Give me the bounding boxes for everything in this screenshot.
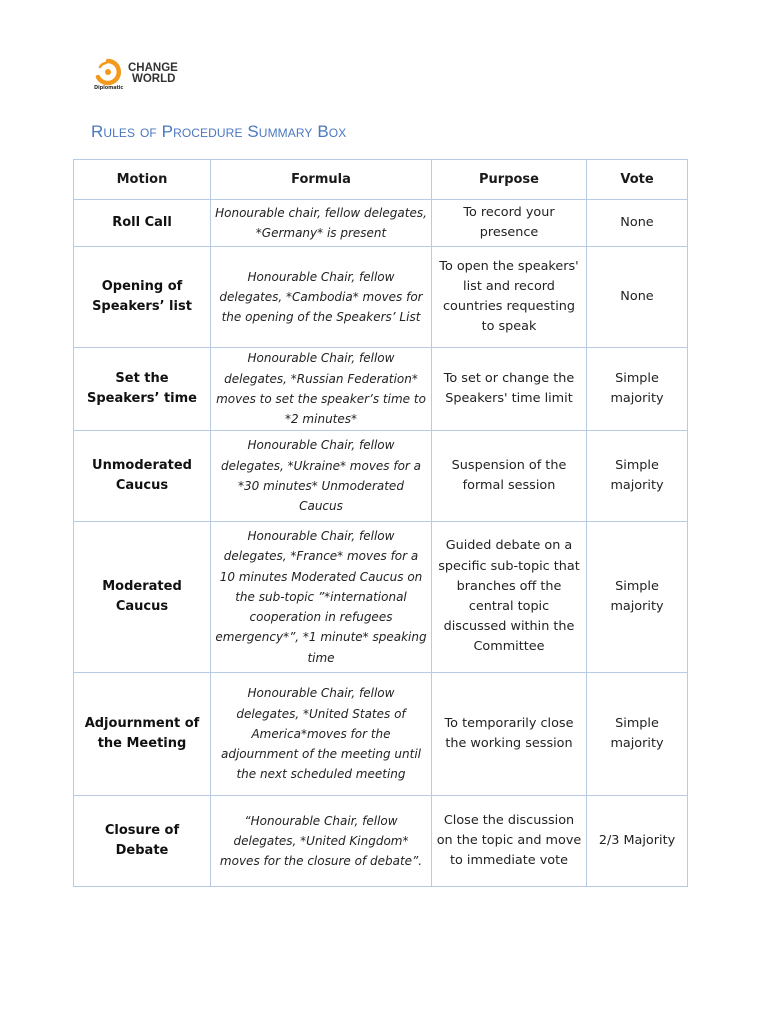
header-vote: Vote xyxy=(587,160,688,200)
vote-cell: Simple majority xyxy=(587,431,688,522)
header-motion: Motion xyxy=(74,160,211,200)
motion-cell: Opening of Speakers’ list xyxy=(74,247,211,348)
formula-cell: Honourable Chair, fellow delegates, *Ukraine* moves for a *30 minutes* Unmoderated Caucus xyxy=(211,431,432,522)
logo-line-2: WORLD xyxy=(132,73,176,85)
vote-cell: None xyxy=(587,200,688,247)
motion-cell: Closure of Debate xyxy=(74,796,211,887)
table-row xyxy=(74,431,688,522)
purpose-cell: To record your presence xyxy=(432,200,587,247)
logo xyxy=(94,58,178,90)
header-purpose: Purpose xyxy=(432,160,587,200)
purpose-cell: Close the discussion on the topic and move to immediate vote xyxy=(432,796,587,887)
formula-cell: Honourable chair, fellow delegates, *Germany* is present xyxy=(211,200,432,247)
rules-table xyxy=(73,159,688,887)
purpose-cell: Guided debate on a specific sub-topic that branches off the central topic discussed within the Committee xyxy=(432,522,587,673)
motion-cell: Unmoderated Caucus xyxy=(74,431,211,522)
formula-cell: Honourable Chair, fellow delegates, *Russian Federation* moves to set the speaker’s time to *2 minutes* xyxy=(211,348,432,431)
motion-cell: Adjournment of the Meeting xyxy=(74,673,211,796)
formula-cell: Honourable Chair, fellow delegates, *United States of America*moves for the adjournment of the meeting until the next scheduled meeting xyxy=(211,673,432,796)
purpose-cell: Suspension of the formal session xyxy=(432,431,587,522)
motion-cell: Moderated Caucus xyxy=(74,522,211,673)
vote-cell: Simple majority xyxy=(587,348,688,431)
logo-line-1: CHANGE xyxy=(128,62,178,74)
header-formula: Formula xyxy=(211,160,432,200)
vote-cell: 2/3 Majority xyxy=(587,796,688,887)
purpose-cell: To temporarily close the working session xyxy=(432,673,587,796)
table-row xyxy=(74,673,688,796)
vote-cell: Simple majority xyxy=(587,522,688,673)
logo-wordmark xyxy=(128,63,178,85)
table-row xyxy=(74,796,688,887)
table-row xyxy=(74,200,688,247)
formula-cell: “Honourable Chair, fellow delegates, *United Kingdom* moves for the closure of debate”. xyxy=(211,796,432,887)
motion-cell: Roll Call xyxy=(74,200,211,247)
formula-cell: Honourable Chair, fellow delegates, *France* moves for a 10 minutes Moderated Caucus on the sub-topic ”*international cooperation in refugees emergency*”, *1 minute* speaking time xyxy=(211,522,432,673)
logo-subtitle: Diplomatic xyxy=(94,85,124,91)
table-row xyxy=(74,522,688,673)
formula-cell: Honourable Chair, fellow delegates, *Cambodia* moves for the opening of the Speakers’ List xyxy=(211,247,432,348)
table-row xyxy=(74,247,688,348)
table-row xyxy=(74,348,688,431)
logo-mark-icon xyxy=(94,58,124,90)
page-title: Rules of Procedure Summary Box xyxy=(91,122,347,141)
purpose-cell: To open the speakers' list and record countries requesting to speak xyxy=(432,247,587,348)
table-header-row xyxy=(74,160,688,200)
vote-cell: None xyxy=(587,247,688,348)
purpose-cell: To set or change the Speakers' time limit xyxy=(432,348,587,431)
vote-cell: Simple majority xyxy=(587,673,688,796)
motion-cell: Set the Speakers’ time xyxy=(74,348,211,431)
